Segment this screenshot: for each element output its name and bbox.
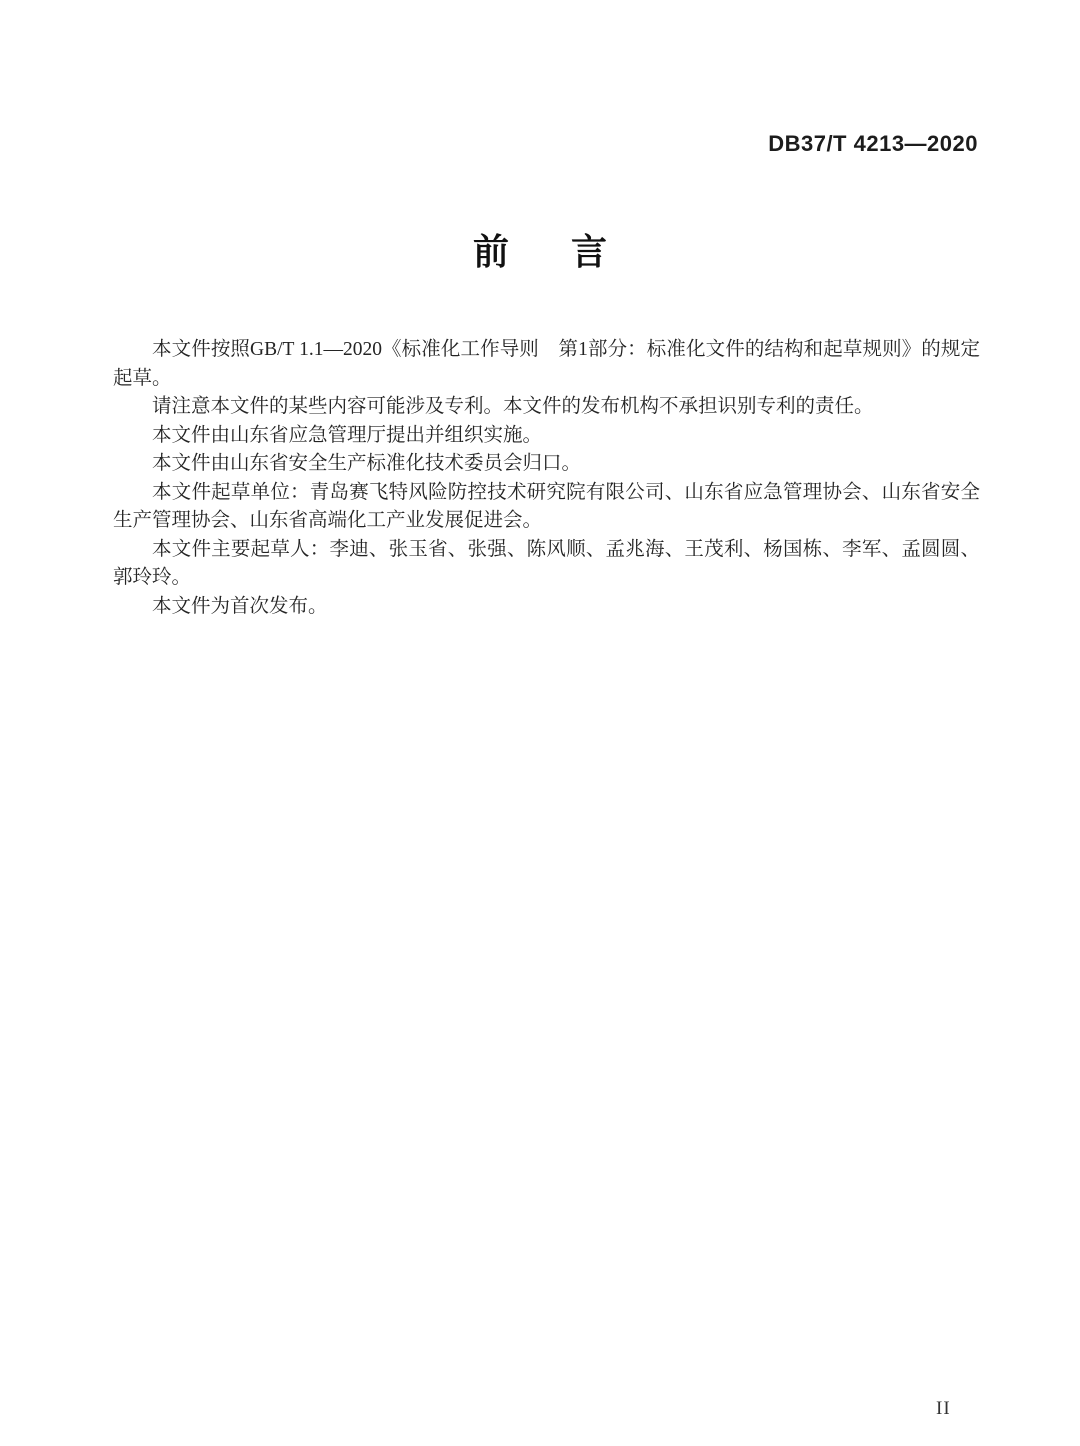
foreword-body — [113, 336, 980, 621]
paragraph-proposing-body: 本文件由山东省应急管理厅提出并组织实施。 — [152, 424, 543, 446]
paragraph-drafting-organizations: 本文件起草单位：青岛赛飞特风险防控技术研究院有限公司、山东省应急管理协会、山东省安全生产管理协会、山东省高端化工产业发展促进会。 — [113, 481, 980, 531]
paragraph-first-issue: 本文件为首次发布。 — [152, 595, 328, 617]
page-number: II — [936, 1398, 951, 1419]
paragraph-main-drafters: 本文件主要起草人：李迪、张玉省、张强、陈风顺、孟兆海、王茂利、杨国栋、李军、孟圆圆、郭玲玲。 — [113, 538, 980, 588]
standard-code-header: DB37/T 4213—2020 — [768, 131, 978, 156]
paragraph-drafting-basis: 本文件按照GB/T 1.1—2020《标准化工作导则 第1部分：标准化文件的结构和起草规则》的规定起草。 — [113, 339, 980, 389]
paragraph-centralized-body: 本文件由山东省安全生产标准化技术委员会归口。 — [152, 453, 582, 474]
page-title-char-first: 前 — [472, 231, 509, 272]
paragraph-patent-notice: 请注意本文件的某些内容可能涉及专利。本文件的发布机构不承担识别专利的责任。 — [152, 396, 874, 417]
page-title-char-second: 言 — [571, 231, 608, 272]
page-title — [0, 231, 1080, 272]
